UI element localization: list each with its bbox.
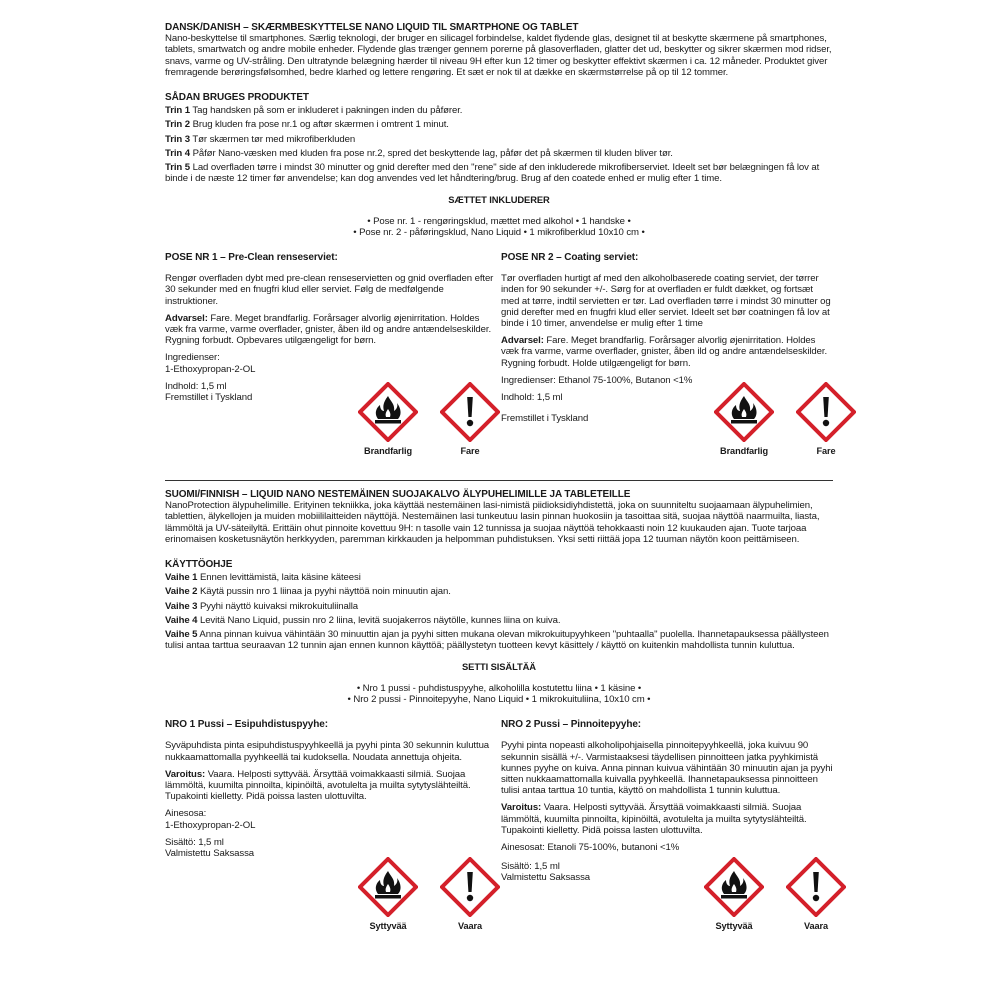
finnish-left-hazard-icons (355, 857, 503, 932)
finnish-step-4: Vaihe 4 Levitä Nano Liquid, pussin nro 2 liina, levitä suojakerros näytölle, kunnes liina on kuiva. (165, 614, 561, 626)
danish-right-column (501, 252, 836, 470)
danish-intro: Nano-beskyttelse til smartphones. Særlig teknologi, der bruger en silicagel forbindelse, kaldet flydende glas, designet til at beskytte skærmene på smartphones, tablets, smartwatch og andre mobile enheder. Flydende glas trænger gennem porerne på glasoverfladen, glatter det ud, beskytter og sikrer skærmen mod ridser, snavs, varme og UV-stråling. Den ultratynde belægning hærder til niveau 9H efter kun 12 timer og beskytter effektivt skærmen i ca. 12 måneder. Produktet giver fremragende berøringsfølsomhed, bedre klarhed og lettere rengøring. Et sæt er nok til at dække en skærmstørrelse på op til 12 tommer. (165, 33, 832, 78)
finnish-right-column (501, 719, 833, 935)
finnish-kit-line-2: • Nro 2 pussi - Pinnoitepyyhe, Nano Liquid • 1 mikrokuituliina, 10x10 cm • (347, 693, 651, 705)
finnish-right-content: Sisältö: 1,5 ml (501, 861, 560, 873)
finnish-left-desc: Syväpuhdista pinta esipuhdistuspyyhkeellä ja pyyhi pinta 30 sekunnin kuluttua nukkaamattomalla pyyhkeellä tai kudoksella. Noudata annettuja ohjeita. (165, 740, 490, 763)
finnish-left-column (165, 719, 497, 935)
danish-left-flammable: Brandfarlig (355, 382, 421, 457)
danish-step-2: Trin 2 Brug kluden fra pose nr.1 og aftør skærmen i omtrent 1 minut. (165, 119, 449, 131)
danish-right-made: Fremstillet i Tyskland (501, 413, 589, 425)
finnish-left-content: Sisältö: 1,5 ml (165, 836, 224, 848)
danish-right-desc: Tør overfladen hurtigt af med den alkoholbaserede coating serviet, der tørrer inden for 90 sekunder +/-. Sørg for at overfladen er fuldt dækket, og fortsæt med at tørre, indtil servietten er tør. Lad overfladen tørre i mindst 30 minutter og gnid derefter med en fnugfri klud eller serviet. Ideelt set bør coatningen få lov at binde i 10 timer, anvendelse er mulig efter 1 time (501, 273, 831, 330)
danish-right-warning: Advarsel: Fare. Meget brandfarlig. Forårsager alvorlig øjenirritation. Holdes væk fra varme, varme overflader, gnister, åben ild og andre antændelseskilder. Rygning forbudt. Holde utilgængeligt for børn. (501, 335, 828, 369)
finnish-kit-heading: SETTI SISÄLTÄÄ (462, 661, 536, 673)
danish-left-desc: Rengør overfladen dybt med pre-clean renseservietten og gnid overfladen efter 30 sekunder med en fnugfri klud eller serviet. Følg de medfølgende instruktioner. (165, 273, 494, 307)
exclamation-hazard-icon (440, 382, 500, 442)
danish-left-made: Fremstillet i Tyskland (165, 392, 253, 404)
danish-usage-heading: SÅDAN BRUGES PRODUKTET (165, 92, 309, 104)
finnish-columns (165, 719, 833, 935)
danish-step-4: Trin 4 Påfør Nano-væsken med kluden fra pose nr.2, spred det beskyttende lag, påfør det på skærmen til kluden bliver tør. (165, 147, 673, 159)
flame-hazard-icon (358, 857, 418, 917)
finnish-left-ingredients-label: Ainesosa: (165, 808, 207, 820)
section-divider (165, 480, 833, 481)
finnish-left-warning: Varoitus: Vaara. Helposti syttyvää. Ärsyttää voimakkaasti silmiä. Suojaa lämmöltä, kuumilta pinnoilta, kipinöiltä, avotulelta ja muilta sytytyslähteiltä. Tupakointi kielletty. Pidä poissa lasten ulottuvilta. (165, 768, 471, 803)
danish-left-heading: POSE NR 1 – Pre-Clean renseserviet: (165, 252, 338, 264)
finnish-step-2: Vaihe 2 Käytä pussin nro 1 liinaa ja pyyhi näyttöä noin minuutin ajan. (165, 586, 451, 598)
danish-kit-line-1: • Pose nr. 1 - rengøringsklud, mættet med alkohol • 1 handske • (367, 215, 631, 227)
danish-left-hazard-icons (355, 382, 503, 457)
finnish-right-ingredients: Ainesosat: Etanoli 75-100%, butanoni <1% (501, 841, 680, 853)
finnish-step-5: Vaihe 5 Anna pinnan kuivua vähintään 30 minuuttin ajan ja pyyhi sitten mukana olevan mikrokuitupyyhkeen "puhtaalla" puolella. Ihannetapauksessa päällysteen tulisi antaa tarttua seuraavan 12 tunnin ajan ennen kunnon käyttöä; päällystetyn tuotteen kevyt käsittely / käyttö on kuitenkin mahdollista tunnin kuluttua. (165, 629, 829, 652)
finnish-right-danger: Vaara (783, 857, 849, 932)
danish-left-content: Indhold: 1,5 ml (165, 380, 227, 392)
danish-step-1: Trin 1 Tag handsken på som er inkluderet i pakningen inden du påfører. (165, 105, 463, 117)
finnish-step-1: Vaihe 1 Ennen levittämistä, laita käsine käteesi (165, 572, 361, 584)
danish-right-content: Indhold: 1,5 ml (501, 392, 563, 404)
document-page (165, 22, 836, 935)
finnish-section (165, 489, 833, 935)
finnish-right-heading: NRO 2 Pussi – Pinnoitepyyhe: (501, 719, 642, 731)
danish-right-heading: POSE NR 2 – Coating serviet: (501, 252, 639, 264)
finnish-left-ingredients: 1-Ethoxypropan-2-OL (165, 819, 256, 831)
finnish-left-danger: Vaara (437, 857, 503, 932)
flame-hazard-icon (704, 857, 764, 917)
danish-left-column (165, 252, 497, 470)
danish-kit-heading: SÆTTET INKLUDERER (448, 194, 550, 206)
flame-hazard-icon (714, 382, 774, 442)
exclamation-hazard-icon (786, 857, 846, 917)
finnish-usage-heading: KÄYTTÖOHJE (165, 559, 233, 571)
finnish-kit-line-1: • Nro 1 pussi - puhdistuspyyhe, alkoholilla kostutettu liina • 1 käsine • (356, 682, 642, 694)
danish-step-3: Trin 3 Tør skærmen tør med mikrofiberkluden (165, 133, 356, 145)
danish-step-5: Trin 5 Lad overfladen tørre i mindst 30 minutter og gnid derefter med den "rene" side af den inkluderede mikrofiberserviet. Ideelt set bør belægningen få lov at binde i de næste 12 timer før anvendelse; kan dog anvendes ved let håndtering/brug. Brug af den coatede enhed er mulig efter 1 time. (165, 162, 820, 185)
danish-kit-line-2: • Pose nr. 2 - påføringsklud, Nano Liquid • 1 mikrofiberklud 10x10 cm • (353, 226, 645, 238)
danish-right-hazard-icons (711, 382, 859, 457)
danish-right-danger: Fare (793, 382, 859, 457)
danish-left-ingredients: 1-Ethoxypropan-2-OL (165, 363, 256, 375)
finnish-right-hazard-icons (701, 857, 849, 932)
exclamation-hazard-icon (440, 857, 500, 917)
finnish-title: SUOMI/FINNISH – LIQUID NANO NESTEMÄINEN SUOJAKALVO ÄLYPUHELIMILLE JA TABLETEILLE (165, 489, 631, 501)
finnish-right-desc: Pyyhi pinta nopeasti alkoholipohjaisella pinnoitepyyhkeellä, joka kuivuu 90 sekunnin sisällä +/-. Varmistaaksesi täydellisen pinnoitteen jatka pyyhkimistä kunnes pyyhe on kuiva. Anna pinnan kuivua vähintään 30 minuutin ajan ja pyyhi sitten nukkaamattomalla kuivalla pyyhkeellä. Ihannetapauksessa pinnoitteen tulisi antaa tarttua 10 tuntia, käyttö on mahdollista 1 tunnin kuluttua. (501, 740, 833, 797)
flame-hazard-icon (358, 382, 418, 442)
danish-section (165, 22, 836, 470)
exclamation-hazard-icon (796, 382, 856, 442)
finnish-intro: NanoProtection älypuhelimille. Erityinen tekniikka, joka käyttää nestemäinen lasi-nimistä piidioksidiyhdistettä, joka on suunniteltu suojaamaan älypuhelimien, tablettien, älykellojen ja muiden mobiililaitteiden näyttöjä. Nestemäinen lasi tunkeutuu lasin pinnan huokosiin ja tasoittaa sitä, suojaa näyttöä naarmuilta, liasta, lämmöltä ja UV-säteilyltä. Erittäin ohut pinnoite kovettuu 9H: n tasolle vain 12 tunnissa ja suojaa näyttöä tehokkaasti noin 12 kuukauden ajan. Tuote tarjoaa erinomaisen kosketusnäytön herkkyyden, paremman kirkkauden ja helpomman puhdistuksen. Yksi setti riittää jopa 12 tuuman näytön koon peittämiseen. (165, 500, 820, 545)
danish-left-ingredients-label: Ingredienser: (165, 352, 220, 364)
finnish-left-flammable: Syttyvää (355, 857, 421, 932)
danish-right-flammable: Brandfarlig (711, 382, 777, 457)
danish-columns (165, 252, 836, 470)
danish-right-ingredients: Ingredienser: Ethanol 75-100%, Butanon <1% (501, 374, 693, 386)
finnish-left-made: Valmistettu Saksassa (165, 847, 254, 859)
finnish-right-warning: Varoitus: Vaara. Helposti syttyvää. Ärsyttää voimakkaasti silmiä. Suojaa lämmöltä, kuumilta pinnoilta, kipinöiltä, avotulelta ja muilta sytytyslähteiltä. Tupakointi kielletty. Pidä poissa lasten ulottuvilta. (501, 802, 807, 836)
danish-left-danger: Fare (437, 382, 503, 457)
finnish-right-made: Valmistettu Saksassa (501, 872, 590, 884)
danish-left-warning: Advarsel: Fare. Meget brandfarlig. Forårsager alvorlig øjenirritation. Holdes væk fra varme, varme overflader, gnister, åben ild og andre antændelseskilder. Rygning forbudt. Opbevares utilgængeligt for børn. (165, 312, 492, 347)
finnish-step-3: Vaihe 3 Pyyhi näyttö kuivaksi mikrokuituliinalla (165, 600, 359, 612)
finnish-left-heading: NRO 1 Pussi – Esipuhdistuspyyhe: (165, 719, 328, 731)
finnish-right-flammable: Syttyvää (701, 857, 767, 932)
danish-title: DANSK/DANISH – SKÆRMBESKYTTELSE NANO LIQUID TIL SMARTPHONE OG TABLET (165, 22, 579, 33)
